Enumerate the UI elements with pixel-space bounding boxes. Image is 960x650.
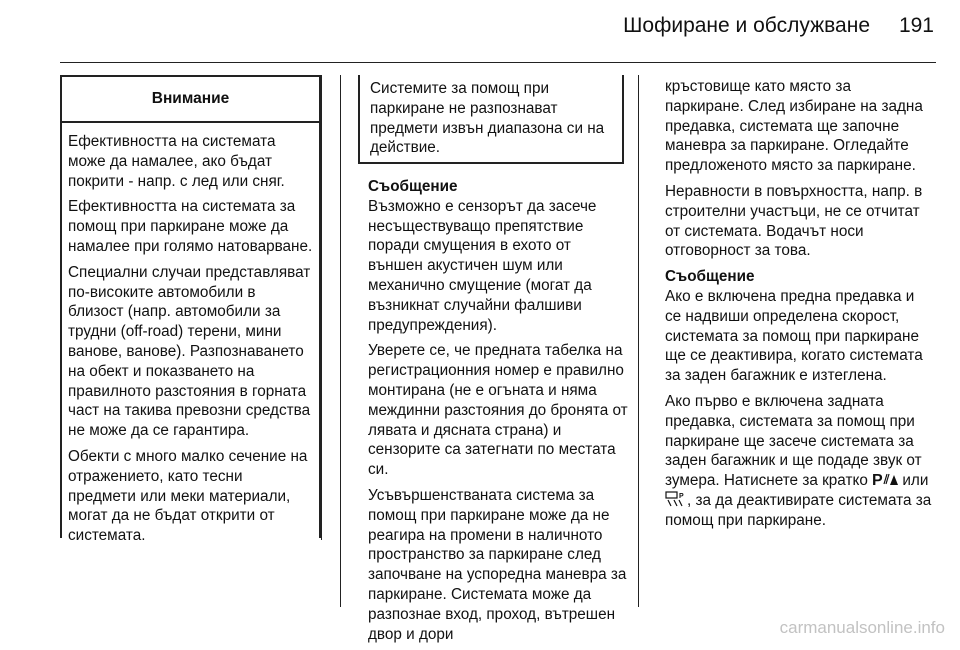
paragraph [665,392,933,531]
warning-body [62,123,319,546]
column-2 [368,177,630,650]
note-block [368,177,630,335]
paragraph: Усъвършенстваната система за помощ при паркиране може да не реагира на промени в наличното пространство за паркиране след започване на успоредна маневра за паркиране. Системата може да разпознае вход, проход, вътрешен двор и дори [368,486,627,643]
warning-continued-text: Системите за помощ при паркиране не разпознават предмети извън диапазона си на действие. [370,80,605,157]
warning-box-continued [358,75,624,164]
svg-text:P: P [679,492,684,500]
page-number: 191 [898,14,934,37]
warning-paragraph: Специални случаи представляват по-високите автомобили в близост (напр. автомобили за трудни (off-road) терени, мини ванове, ванове). Разпознаването на обект и показването на правилното разстояния в горната част на такива превозни средства не може да се гарантира. [68,263,311,440]
column-divider-3 [638,75,639,607]
section-title: Шофиране и обслужване [623,14,870,37]
column-3 [665,77,933,537]
note-text: Възможно е сензорът да засече несъществуващо препятствие поради смущения в ехото от външен акустичен шум или механично смущение (могат да възникнат случайни фалшиви предупреждения). [368,197,597,334]
paragraph-text: , за да деактивирате системата за помощ при паркиране. [665,491,932,529]
paragraph-text: Ако първо е включена задната предавка, системата за помощ при паркиране ще засече системата за заден багажник и ще подаде звук от зумера. Натиснете за кратко [665,392,922,490]
column-divider-1 [321,75,322,540]
warning-title: Внимание [62,77,319,123]
note-text: Ако е включена предна предавка и се надвиши определена скорост, системата за помощ при паркиране ще се деактивира, когато системата за заден багажник е изтеглена. [665,287,923,385]
column-divider-2 [340,75,341,607]
warning-paragraph: Ефективността на системата за помощ при паркиране може да намалее при голямо натоварване. [68,198,313,255]
note-heading: Съобщение [665,268,755,286]
paragraph: Неравности в повърхността, напр. в строителни участъци, не се отчитат от системата. Водачът носи отговорност за това. [665,182,923,260]
svg-text:P: P [872,472,883,488]
warning-paragraph: Обекти с много малко сечение на отражението, като тесни предмети или меки материали, могат да не бъдат открити от системата. [68,447,308,545]
watermark: carmanualsonline.info [779,618,945,637]
parking-assist-icon [872,471,898,487]
warning-paragraph: Ефективността на системата може да намалее, ако бъдат покрити - напр. с лед или сняг. [68,133,285,190]
warning-box [60,75,321,545]
advanced-parking-assist-icon [665,491,687,507]
header-rule [60,62,936,63]
note-block [665,267,933,386]
paragraph: Уверете се, че предната табелка на регистрационния номер е правилно монтирана (не е огъната и няма междинни разстояния до бронята от лявата и дясната страна) и сензорите са затегнати по местата си. [368,342,628,479]
paragraph-text: или [902,472,929,490]
paragraph: кръстовище като място за паркиране. След избиране на задна предавка, системата ще започне маневра за паркиране. Огледайте предложеното място за паркиране. [665,78,923,175]
note-heading: Съобщение [368,178,458,195]
